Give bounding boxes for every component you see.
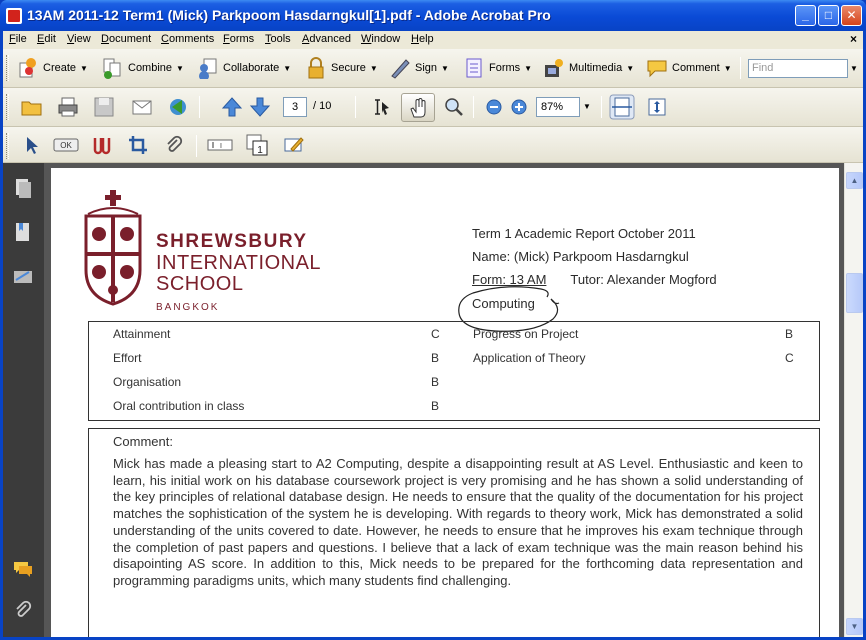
comments-list-icon[interactable] [13,558,33,580]
sign-button[interactable] [389,56,449,80]
combine-label: Combine [128,62,173,74]
menu-edit[interactable]: Edit [37,33,56,45]
minimize-button[interactable]: _ [795,5,816,26]
zoom-level-input[interactable]: 87% [536,97,580,117]
grade-value: B [431,351,440,365]
menu-tools[interactable]: Tools [265,33,291,45]
sign-label: Sign [415,62,438,74]
create-label: Create [43,62,77,74]
school-name-line1: SHREWSBURY [156,231,308,252]
forms-button[interactable] [463,56,532,80]
comment-box [88,428,820,637]
menu-help[interactable]: Help [411,33,434,45]
comment-bubble-icon [646,57,668,79]
grades-table [88,321,820,421]
zoom-out-icon[interactable] [483,96,505,118]
student-name: Name: (Mick) Parkpoom Hasdarngkul [472,249,689,264]
combine-files-icon [102,57,124,79]
forms-label: Forms [489,62,521,74]
pdf-page [51,168,839,637]
pages-icon[interactable] [13,177,33,199]
title-bar[interactable] [0,0,866,31]
grade-value: C [431,327,440,341]
grade-label: Oral contribution in class [113,399,245,413]
close-button[interactable]: ✕ [841,5,862,26]
comment-heading: Comment: [113,434,173,449]
toolbar-grip[interactable] [6,133,9,159]
chevron-down-icon: ▼ [524,63,533,73]
school-location: BANGKOK [156,302,220,313]
grade-label: Progress on Project [473,327,579,341]
chevron-down-icon: ▼ [369,63,378,73]
create-button[interactable] [17,56,88,80]
chevron-down-icon: ▼ [441,63,449,73]
typewriter-edit-icon[interactable] [283,134,305,156]
combine-button[interactable] [102,56,184,80]
collaborate-button[interactable] [197,56,291,80]
svg-text:OK: OK [60,141,72,150]
document-viewport[interactable] [44,163,844,637]
menu-window[interactable]: Window [361,33,401,45]
secure-button[interactable] [305,56,378,80]
vertical-scrollbar[interactable] [844,163,863,637]
next-page-arrow-icon[interactable] [249,96,271,118]
chevron-down-icon: ▼ [283,63,292,73]
save-icon[interactable] [93,96,115,118]
menu-comments[interactable]: Comments [161,33,215,45]
toolbar-separator [740,57,741,79]
secure-label: Secure [331,62,366,74]
maximize-button[interactable]: □ [818,5,839,26]
scroll-down-arrow-icon[interactable]: ▼ [846,618,863,635]
menu-view[interactable]: View [67,33,91,45]
tasks-toolbar [3,49,863,88]
fit-width-icon[interactable] [609,94,635,120]
open-folder-icon[interactable] [21,96,43,118]
multimedia-button[interactable] [543,56,634,80]
web-share-icon[interactable] [167,96,189,118]
toolbar-grip[interactable] [6,55,9,81]
collaborate-label: Collaborate [223,62,280,74]
grade-value: B [431,375,440,389]
comment-button[interactable] [646,56,732,80]
toolbar-separator [601,96,602,118]
comment-text: Mick has made a pleasing start to A2 Computing, despite a disappointing result at AS Level. Enthusiastic and keen to learn, his initial work on his database coursework project is very promising and he has shown a solid understanding of the key principles of relational database design. He needs to ensure that the quality of the documentation for his project matches the sophistication of the system he is developing. With regards to theory work, Mick has demonstrated a solid understanding of the units covered to date. However, he needs to ensure that he improves his exam technique through the completion of past papers and questions. I believe that a lack of exam technique was the main reason behind his disapointing AS score. In addition to this, Mick needs to be prepared for the forthcoming data representation and programming paradigms units, which many students find challenging. [113,456,803,588]
marquee-zoom-icon[interactable] [443,96,465,118]
window-title: 13AM 2011-12 Term1 (Mick) Parkpoom Hasdarngkul[1].pdf - Adobe Acrobat Pro [27,7,551,23]
create-pdf-icon [17,57,39,79]
school-name-line2: INTERNATIONAL [156,252,322,274]
grade-value: B [431,399,440,413]
select-arrow-icon[interactable] [21,134,43,156]
grade-value: C [785,351,794,365]
file-navigation-toolbar [3,88,863,127]
attachments-paperclip-icon[interactable] [13,600,33,622]
toolbar-separator [473,96,474,118]
email-icon[interactable] [131,96,153,118]
pen-icon [389,57,411,79]
zoom-in-icon[interactable] [508,96,530,118]
menu-document[interactable]: Document [101,33,152,45]
chevron-down-icon: ▼ [80,63,88,73]
menu-advanced[interactable]: Advanced [302,33,351,45]
redact-icon[interactable] [91,134,113,156]
toolbar-separator [355,96,356,118]
scroll-up-arrow-icon[interactable]: ▲ [846,172,863,189]
editing-toolbar [3,127,863,163]
hand-tool-button[interactable] [401,93,435,122]
form-label: Form: 13 AM [472,272,547,287]
svg-text:1: 1 [257,145,263,156]
full-screen-icon[interactable] [646,96,668,118]
subject-name: Computing [472,296,535,311]
tutor-label: Tutor: Alexander Mogford [570,272,717,287]
chevron-down-icon: ▼ [176,63,184,73]
bookmarks-icon[interactable] [13,221,33,243]
select-text-cursor-icon[interactable] [371,96,393,118]
previous-page-arrow-icon[interactable] [221,96,243,118]
school-name-line3: SCHOOL [156,273,244,295]
menu-forms[interactable]: Forms [223,33,255,45]
scrollbar-thumb[interactable] [846,273,863,313]
chevron-down-icon: ▼ [723,63,732,73]
signatures-icon[interactable] [13,266,33,288]
report-title: Term 1 Academic Report October 2011 [472,226,696,241]
multimedia-label: Multimedia [569,62,623,74]
print-icon[interactable] [57,96,79,118]
toolbar-separator [196,135,197,157]
forms-icon [463,57,485,79]
attach-paperclip-icon[interactable] [163,134,185,156]
menu-bar [3,31,863,49]
acrobat-app-icon[interactable] [6,8,22,24]
crop-icon[interactable] [127,134,149,156]
toolbar-grip[interactable] [6,94,9,120]
close-document-icon[interactable]: × [849,32,857,46]
comment-label: Comment [672,62,720,74]
navigation-pane [3,163,44,637]
menu-file[interactable]: File [9,33,27,45]
find-options-chevron-icon[interactable]: ▼ [850,64,858,73]
chevron-down-icon: ▼ [626,63,635,73]
svg-text:I: I [220,143,222,150]
page-total: / 10 [313,100,332,112]
text-field-tool-icon[interactable] [207,134,233,156]
grade-label: Effort [113,351,142,365]
toolbar-separator [199,96,200,118]
zoom-chevron-down-icon[interactable]: ▼ [583,102,591,111]
grade-label: Attainment [113,327,171,341]
school-crest-logo [80,190,146,308]
number-field-tool-icon[interactable] [245,133,269,157]
grade-label: Organisation [113,375,182,389]
page-number-input[interactable]: 3 [283,97,307,117]
lock-icon [305,57,327,79]
grade-value: B [785,327,794,341]
film-icon [543,57,565,79]
hand-icon [408,97,430,119]
ok-button-tool-icon[interactable] [53,134,79,156]
collaborate-icon [197,57,219,79]
grade-label: Application of Theory [473,351,586,365]
find-input[interactable]: Find [748,59,848,78]
